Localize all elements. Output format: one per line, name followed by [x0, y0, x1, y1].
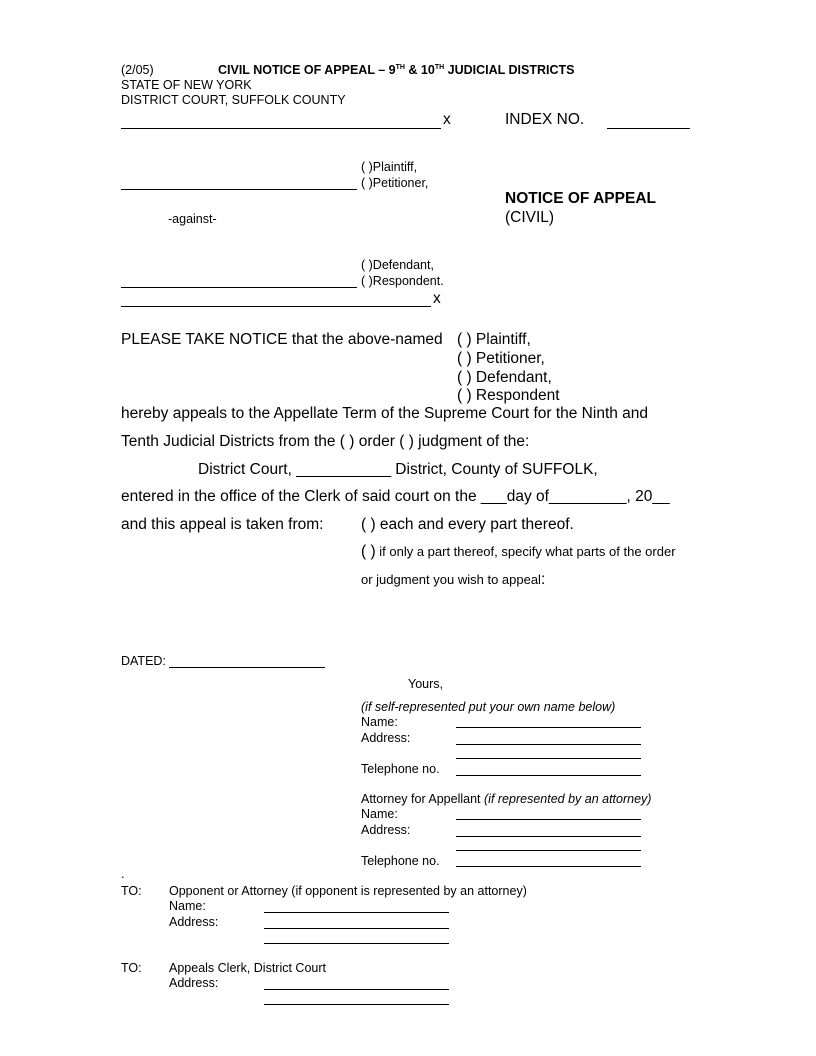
- clerk-address-label: Address:: [169, 976, 219, 990]
- partial-colon: :: [540, 571, 546, 588]
- partial-text-2: or judgment you wish to appeal: [361, 572, 541, 587]
- caption-x-top: x: [443, 111, 451, 128]
- partial-paren: ( ): [361, 543, 376, 560]
- self-name-label: Name:: [361, 715, 398, 729]
- caption-top-line[interactable]: [121, 128, 441, 129]
- to-clerk-label: TO:: [121, 961, 142, 975]
- opponent-name-label: Name:: [169, 899, 206, 913]
- partial-appeal-option[interactable]: [361, 543, 676, 561]
- title-post: JUDICIAL DISTRICTS: [444, 63, 575, 77]
- self-address-label: Address:: [361, 731, 411, 745]
- party-option-petitioner[interactable]: ( ) Petitioner,: [457, 350, 545, 367]
- state-name: STATE OF NEW YORK: [121, 78, 252, 92]
- self-address-line-1[interactable]: [456, 744, 641, 745]
- partial-appeal-text-2: [361, 571, 545, 589]
- revision-date: (2/05): [121, 63, 154, 77]
- index-number-line[interactable]: [607, 128, 690, 129]
- title-pre: CIVIL NOTICE OF APPEAL – 9: [218, 63, 396, 77]
- index-label: INDEX NO.: [505, 111, 585, 128]
- self-telephone-label: Telephone no.: [361, 762, 440, 776]
- appeal-line-3[interactable]: District Court, ___________ District, County of SUFFOLK,: [198, 461, 598, 478]
- to-opponent-title: Opponent or Attorney (if opponent is represented by an attorney): [169, 884, 527, 898]
- title-mid: & 10: [404, 63, 435, 77]
- court-name: DISTRICT COURT, SUFFOLK COUNTY: [121, 93, 346, 107]
- attorney-telephone-line[interactable]: [456, 866, 641, 867]
- title-sup-2: TH: [434, 63, 445, 71]
- appeal-line-1: hereby appeals to the Appellate Term of the Supreme Court for the Ninth and: [121, 405, 649, 422]
- party-option-respondent[interactable]: ( ) Respondent: [457, 387, 560, 404]
- caption-x-bottom: x: [433, 290, 441, 307]
- self-name-line[interactable]: [456, 727, 641, 728]
- form-subtitle: (CIVIL): [505, 209, 555, 226]
- plaintiff-option[interactable]: ( )Plaintiff,: [361, 160, 418, 174]
- appeal-line-2[interactable]: Tenth Judicial Districts from the ( ) order ( ) judgment of the:: [121, 433, 530, 450]
- party-option-plaintiff[interactable]: ( ) Plaintiff,: [457, 331, 531, 348]
- appeal-line-4[interactable]: entered in the office of the Clerk of said court on the ___day of_________, 20__: [121, 488, 670, 505]
- each-part-option[interactable]: ( ) each and every part thereof.: [361, 516, 574, 533]
- form-header-title: [218, 63, 575, 77]
- attorney-name-label: Name:: [361, 807, 398, 821]
- attorney-telephone-label: Telephone no.: [361, 854, 440, 868]
- attorney-note: (if represented by an attorney): [484, 792, 652, 806]
- caption-bottom-line[interactable]: [121, 306, 431, 307]
- partial-text: if only a part thereof, specify what parts of the order: [375, 544, 676, 559]
- dated-label: DATED:: [121, 654, 166, 668]
- defendant-name-line[interactable]: [121, 287, 357, 288]
- respondent-option[interactable]: ( )Respondent.: [361, 274, 444, 288]
- title-sup-1: TH: [395, 63, 405, 71]
- dated-line[interactable]: [169, 667, 325, 668]
- to-opponent-label: TO:: [121, 884, 142, 898]
- attorney-address-line-1[interactable]: [456, 836, 641, 837]
- attorney-label: Attorney for Appellant: [361, 792, 484, 806]
- stray-dot: .: [121, 867, 125, 881]
- opponent-address-label: Address:: [169, 915, 219, 929]
- self-address-line-2[interactable]: [456, 758, 641, 759]
- plaintiff-name-line[interactable]: [121, 189, 357, 190]
- defendant-option[interactable]: ( )Defendant,: [361, 258, 434, 272]
- opponent-address-line-1[interactable]: [264, 928, 449, 929]
- appeal-taken-label: and this appeal is taken from:: [121, 516, 324, 533]
- petitioner-option[interactable]: ( )Petitioner,: [361, 176, 429, 190]
- attorney-name-line[interactable]: [456, 819, 641, 820]
- opponent-address-line-2[interactable]: [264, 943, 449, 944]
- clerk-address-line-1[interactable]: [264, 989, 449, 990]
- notice-intro: PLEASE TAKE NOTICE that the above-named: [121, 331, 443, 348]
- to-clerk-title: Appeals Clerk, District Court: [169, 961, 326, 975]
- self-rep-note: (if self-represented put your own name below): [361, 700, 616, 714]
- attorney-address-label: Address:: [361, 823, 411, 837]
- attorney-address-line-2[interactable]: [456, 850, 641, 851]
- against-label: -against-: [168, 212, 217, 226]
- attorney-heading: [361, 792, 651, 806]
- clerk-address-line-2[interactable]: [264, 1004, 449, 1005]
- self-telephone-line[interactable]: [456, 775, 641, 776]
- opponent-name-line[interactable]: [264, 912, 449, 913]
- party-option-defendant[interactable]: ( ) Defendant,: [457, 369, 552, 386]
- yours-label: Yours,: [408, 677, 443, 691]
- form-title: NOTICE OF APPEAL: [505, 190, 656, 207]
